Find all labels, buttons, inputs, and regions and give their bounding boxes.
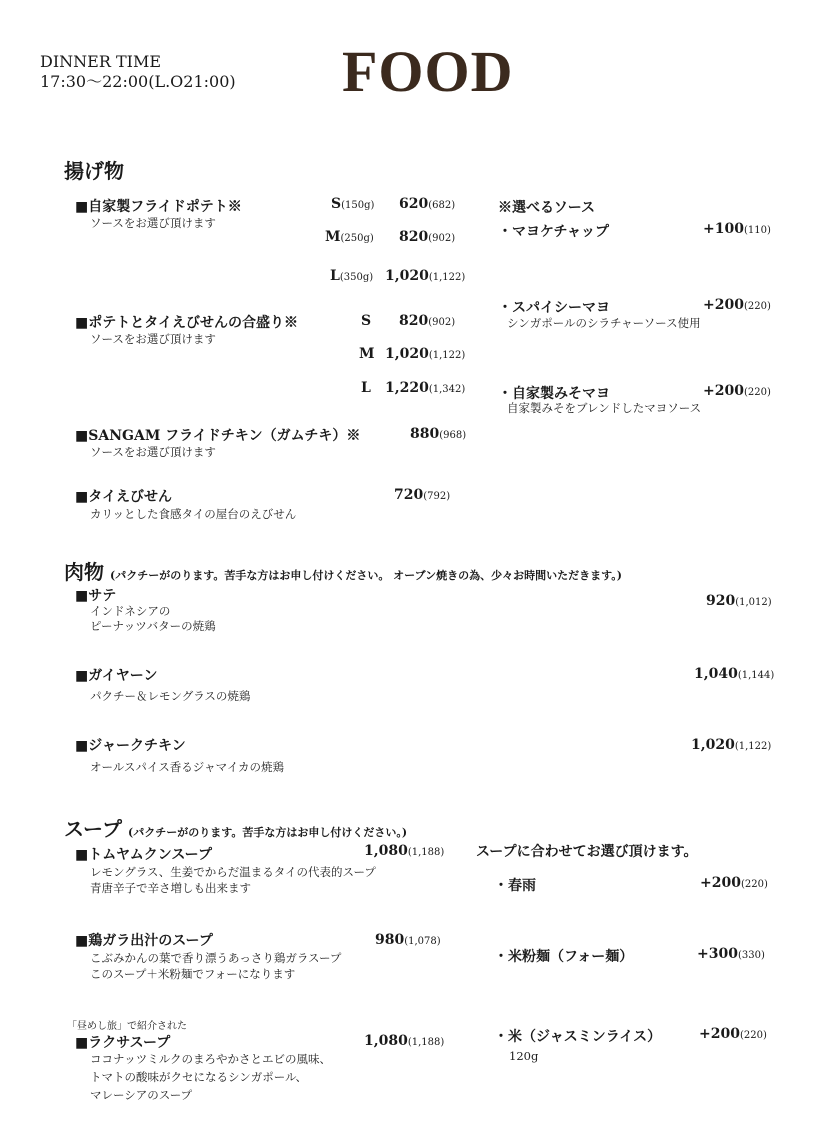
menu-item-desc: トマトの酸味がクセになるシンガポール、 [90, 1070, 308, 1084]
menu-item-combo: ■ポテトとタイえびせんの合盛り※ [75, 315, 298, 331]
price: 920(1,012) [706, 593, 772, 609]
size-label: L [361, 380, 371, 396]
sauce-desc: シンガポールのシラチャーソース使用 [507, 316, 701, 330]
price: 1,220(1,342) [385, 380, 466, 396]
sauce-item: ・自家製みそマヨ [498, 386, 610, 402]
section-note: (パクチーがのります。苦手な方はお申し付けください。) [128, 826, 408, 839]
sauce-item: ・マヨケチャップ [498, 224, 610, 240]
price: 620(682) [399, 196, 456, 212]
size-label: M [359, 346, 375, 362]
dinner-time-label: DINNER TIME [40, 52, 162, 71]
menu-item-fried-chicken: ■SANGAM フライドチキン（ガムチキ）※ [75, 428, 361, 444]
dinner-hours: 17:30〜22:00(L.O21:00) [40, 72, 236, 91]
menu-item-desc: パクチー＆レモングラスの焼鶏 [90, 689, 251, 703]
soup-option-desc: 120g [509, 1049, 539, 1063]
menu-item-desc: ソースをお選び頂けます [90, 332, 216, 346]
soup-option-item: ・米（ジャスミンライス） [494, 1029, 662, 1045]
sauce-item: ・スパイシーマヨ [498, 300, 610, 316]
sauce-desc: 自家製みそをブレンドしたマヨソース [507, 401, 702, 415]
soup-option-item: ・米粉麺（フォー麺） [494, 949, 634, 965]
menu-item-jerk-chicken: ■ジャークチキン [75, 738, 186, 754]
menu-item-satay: ■サテ [75, 588, 117, 604]
menu-item-tom-yum: ■トムヤムクンスープ [75, 847, 212, 863]
menu-item-fries: ■自家製フライドポテト※ [75, 199, 242, 215]
menu-item-desc: ソースをお選び頂けます [90, 445, 216, 459]
price: 820(902) [399, 229, 456, 245]
menu-item-desc: カリッとした食感タイの屋台のえびせん [90, 507, 297, 521]
sauce-heading: ※選べるソース [498, 200, 596, 216]
media-feature-tag: 「昼めし旅」で紹介された [67, 1021, 187, 1032]
price: 1,080(1,188) [364, 843, 445, 859]
section-heading-soup-row [64, 813, 407, 842]
menu-item-desc: ココナッツミルクのまろやかさとエビの風味、 [90, 1052, 332, 1066]
soup-option-item: ・春雨 [494, 878, 536, 894]
section-heading-soup: スープ [64, 817, 122, 841]
menu-item-ebisen: ■タイえびせん [75, 489, 172, 505]
menu-item-desc: こぶみかんの葉で香り漂うあっさり鶏ガラスープ [90, 951, 342, 965]
menu-item-desc: オールスパイス香るジャマイカの焼鶏 [90, 760, 285, 774]
size-label: M(250g) [325, 229, 374, 245]
price: 980(1,078) [375, 932, 441, 948]
section-heading-fried: 揚げ物 [64, 159, 124, 183]
section-note: (パクチーがのります。苦手な方はお申し付けください。 オーブン焼きの為、少々お時間いただきます。) [110, 569, 622, 582]
menu-item-desc: ソースをお選び頂けます [90, 216, 216, 230]
price: 1,040(1,144) [694, 666, 775, 682]
menu-item-desc: このスープ＋米粉麺でフォーになります [90, 967, 296, 981]
menu-item-desc: マレーシアのスープ [90, 1088, 193, 1102]
price: 720(792) [394, 487, 451, 503]
menu-item-laksa: ■ラクサスープ [75, 1035, 171, 1051]
menu-item-desc: 青唐辛子で辛さ増しも出来ます [90, 881, 251, 895]
size-label: S [361, 313, 372, 329]
soup-options-heading: スープに合わせてお選び頂けます。 [476, 844, 698, 860]
price: +200(220) [700, 875, 768, 891]
menu-item-desc: ピーナッツバターの焼鶏 [90, 619, 216, 633]
price: 880(968) [410, 426, 467, 442]
page-title: FOOD [342, 39, 514, 104]
menu-item-desc: インドネシアの [90, 604, 171, 618]
size-label: S(150g) [331, 196, 375, 212]
price: +100(110) [703, 221, 771, 237]
price: 1,080(1,188) [364, 1033, 445, 1049]
menu-item-desc: レモングラス、生姜でからだ温まるタイの代表的スープ [90, 865, 376, 879]
price: +200(220) [699, 1026, 767, 1042]
menu-item-gai-yang: ■ガイヤーン [75, 668, 158, 684]
price: 1,020(1,122) [385, 268, 466, 284]
price: +200(220) [703, 297, 771, 313]
section-heading-meat: 肉物 [64, 560, 104, 584]
price: +200(220) [703, 383, 771, 399]
price: +300(330) [697, 946, 765, 962]
price: 1,020(1,122) [385, 346, 466, 362]
price: 820(902) [399, 313, 456, 329]
size-label: L(350g) [330, 268, 374, 284]
price: 1,020(1,122) [691, 737, 772, 753]
menu-item-chicken-broth: ■鶏ガラ出汁のスープ [75, 933, 213, 949]
section-heading-meat-row [64, 556, 622, 585]
